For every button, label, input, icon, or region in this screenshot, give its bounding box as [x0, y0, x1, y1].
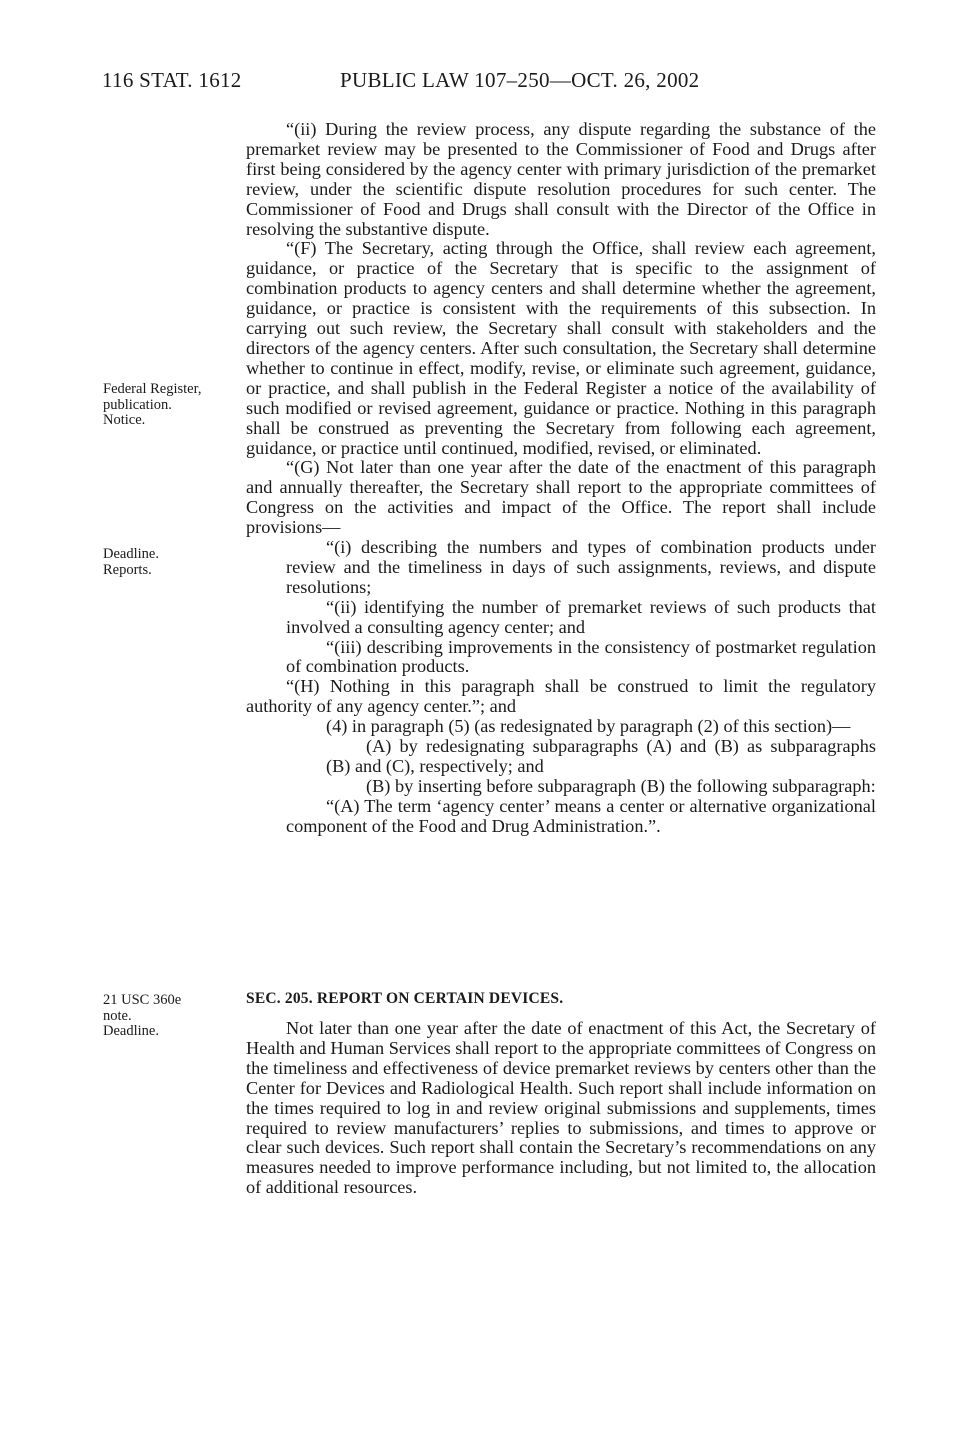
paragraph-4-quote: “(A) The term ‘agency center’ means a center or alternative organizational component of the Food and Drug Administration.”.: [286, 795, 876, 836]
paragraph-4-A: (A) by redesignating subparagraphs (A) and (B) as subparagraphs (B) and (C), respectively; and: [326, 736, 876, 776]
margin-note-line: Reports.: [103, 561, 152, 578]
margin-note-line: publication.: [103, 396, 172, 413]
paragraph-ii-dispute: “(ii) During the review process, any dispute regarding the substance of the premarket review may be presented to the Commissioner of Food and Drugs after first being considered by the agency center with primary jurisdiction of the premarket review, under the scientific dispute resolution procedures for such center. The Commissioner of Food and Drugs shall consult with the Director of the Office in resolving the substantive dispute.: [246, 119, 876, 239]
paragraph-G-ii: “(ii) identifying the number of premarket reviews of such products that involved a consulting agency center; and: [286, 596, 876, 637]
paragraph-G-report: “(G) Not later than one year after the date of the enactment of this paragraph and annually thereafter, the Secretary shall report to the appropriate committees of Congress on the activities and impact of the Office. The report shall include provisions—: [246, 457, 876, 538]
margin-note-line: Deadline.: [103, 1023, 159, 1039]
margin-note-line: Federal Register,: [103, 381, 202, 397]
paragraph-H-authority: “(H) Nothing in this paragraph shall be construed to limit the regulatory authority of any agency center.”; and: [246, 676, 876, 717]
main-text: [246, 120, 876, 837]
margin-note-line: note.: [103, 1007, 132, 1024]
law-title-date: PUBLIC LAW 107–250—OCT. 26, 2002: [340, 68, 700, 92]
paragraph-G-i: “(i) describing the numbers and types of combination products under review and the timeliness in days of such assignments, reviews, and dispute resolutions;: [286, 537, 876, 597]
page-header: [0, 68, 969, 98]
paragraph-4-B: (B) by inserting before subparagraph (B) the following subparagraph:: [366, 775, 876, 796]
paragraph-G-iii: “(iii) describing improvements in the consistency of postmarket regulation of combination products.: [286, 636, 876, 677]
margin-note-line: Deadline.: [103, 546, 159, 562]
margin-note-federal-register: [103, 382, 243, 429]
margin-note-line: Notice.: [103, 412, 146, 428]
section-205-body: [246, 1019, 876, 1198]
paragraph-4: (4) in paragraph (5) (as redesignated by paragraph (2) of this section)—: [326, 716, 851, 737]
margin-note-line: 21 USC 360e: [103, 992, 182, 1008]
stat-citation: 116 STAT. 1612: [102, 68, 242, 92]
section-205-heading: SEC. 205. REPORT ON CERTAIN DEVICES.: [246, 990, 564, 1007]
paragraph-F-review: “(F) The Secretary, acting through the Office, shall review each agreement, guidance, or practice of the Secretary that is specific to the assignment of combination products to agency centers and shall determine whether the agreement, guidance, or practice is consistent with the requirements of this subsection. In carrying out such review, the Secretary shall consult with stakeholders and the directors of the agency centers. After such consultation, the Secretary shall determine whether to continue in effect, modify, revise, or eliminate such agreement, guidance, or practice, and shall publish in the Federal Register a notice of the availability of such modified or revised agreement, guidance or practice. Nothing in this paragraph shall be construed as preventing the Secretary from following each agreement, guidance, or practice until continued, modified, revised, or eliminated.: [246, 238, 876, 458]
section-205-paragraph: Not later than one year after the date of enactment of this Act, the Secretary of Health and Human Services shall report to the appropriate committees of Congress on the timeliness and effectiveness of device premarket reviews by centers other than the Center for Devices and Radiological Health. Such report shall include information on the times required to log in and review original submissions and supplements, times required to review manufacturers’ replies to submissions, and times to approve or clear such devices. Such report shall contain the Secretary’s recommendations on any measures needed to improve performance including, but not limited to, the allocation of additional resources.: [246, 1018, 876, 1198]
margin-note-deadline-reports: [103, 547, 243, 578]
margin-note-usc: [103, 993, 243, 1040]
